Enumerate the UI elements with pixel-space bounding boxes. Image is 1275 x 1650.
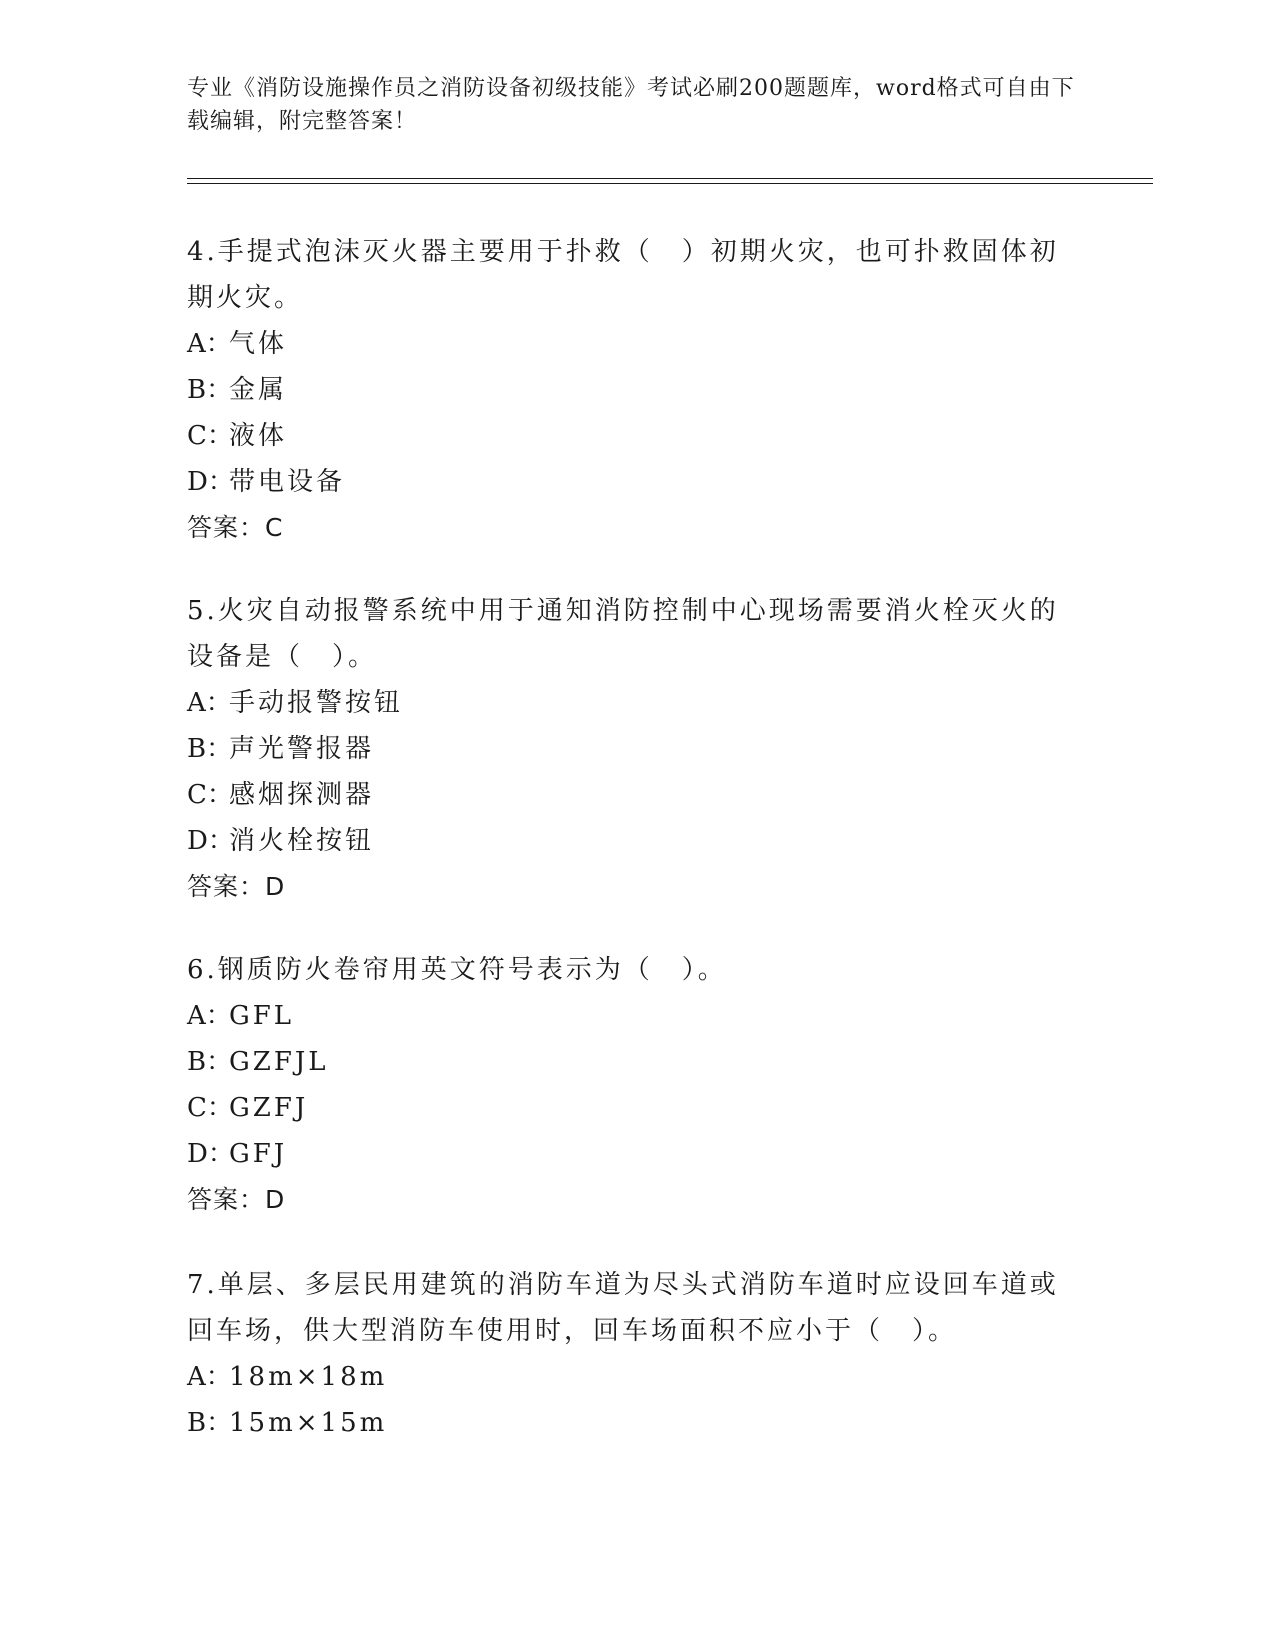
option-b (187, 1400, 1067, 1446)
option-text: 消火栓按钮 (229, 826, 375, 856)
option-text: GFJ (229, 1139, 288, 1169)
option-key: C： (187, 1093, 233, 1123)
option-text: 金属 (229, 375, 288, 405)
option-a (187, 680, 1067, 726)
question-5 (187, 588, 1067, 910)
answer-line: 答案：D (187, 1185, 286, 1214)
option-key: B： (187, 734, 233, 764)
option-text: 15m×15m (229, 1408, 388, 1438)
question-stem: 7.单层、多层民用建筑的消防车道为尽头式消防车道时应设回车道或回车场，供大型消防车使用时，回车场面积不应小于（ ）。 (187, 1270, 1059, 1346)
option-b (187, 726, 1067, 772)
question-stem: 4.手提式泡沫灭火器主要用于扑救（ ）初期火灾，也可扑救固体初期火灾。 (187, 237, 1059, 313)
option-text: GZFJL (229, 1047, 329, 1077)
option-text: 带电设备 (229, 467, 346, 497)
option-key: A： (187, 688, 232, 718)
option-text: 手动报警按钮 (229, 688, 404, 718)
option-d (187, 818, 1067, 864)
option-key: D： (187, 826, 234, 856)
option-key: A： (187, 1001, 232, 1031)
option-text: 感烟探测器 (229, 780, 375, 810)
option-key: C： (187, 780, 233, 810)
option-key: D： (187, 1139, 234, 1169)
option-d (187, 1131, 1067, 1177)
question-stem: 6.钢质防火卷帘用英文符号表示为（ ）。 (187, 955, 727, 985)
option-a (187, 321, 1067, 367)
option-text: GZFJ (229, 1093, 309, 1123)
option-key: D： (187, 467, 234, 497)
option-key: B： (187, 1047, 233, 1077)
option-text: 声光警报器 (229, 734, 375, 764)
option-key: C： (187, 421, 233, 451)
option-text: GFL (229, 1001, 295, 1031)
option-d (187, 459, 1067, 505)
option-b (187, 1039, 1067, 1085)
option-c (187, 413, 1067, 459)
header-divider-top (187, 178, 1153, 179)
option-b (187, 367, 1067, 413)
option-c (187, 772, 1067, 818)
answer-line: 答案：C (187, 513, 284, 542)
question-4 (187, 229, 1067, 551)
option-text: 18m×18m (229, 1362, 388, 1392)
answer-line: 答案：D (187, 872, 286, 901)
document-header: 专业《消防设施操作员之消防设备初级技能》考试必刷200题题库，word格式可自由下载编辑，附完整答案！ (187, 76, 1075, 134)
option-key: B： (187, 1408, 233, 1438)
header-divider-bottom (187, 183, 1153, 184)
option-key: A： (187, 329, 232, 359)
option-text: 气体 (229, 329, 288, 359)
question-7 (187, 1262, 1067, 1446)
option-a (187, 993, 1067, 1039)
option-text: 液体 (229, 421, 288, 451)
question-stem: 5.火灾自动报警系统中用于通知消防控制中心现场需要消火栓灭火的设备是（ ）。 (187, 596, 1059, 672)
option-key: A： (187, 1362, 232, 1392)
question-6 (187, 947, 1067, 1223)
option-c (187, 1085, 1067, 1131)
option-a (187, 1354, 1067, 1400)
option-key: B： (187, 375, 233, 405)
